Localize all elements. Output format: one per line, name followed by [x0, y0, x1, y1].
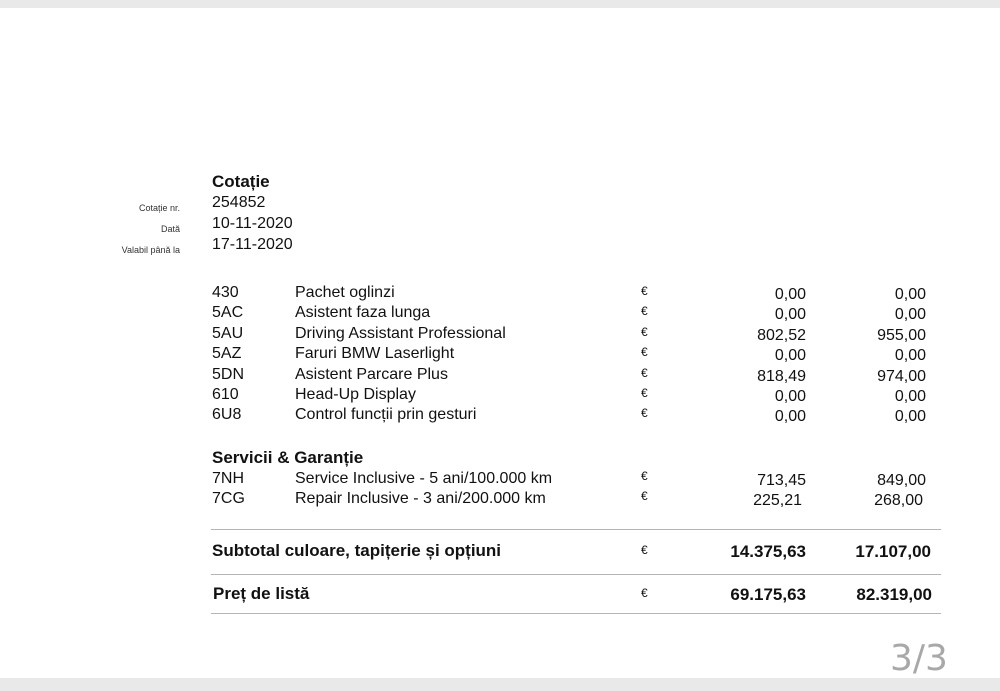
- quote-valid-label: Valabil până la: [121, 245, 180, 255]
- option-net-price: 0,00: [774, 347, 806, 364]
- currency-symbol: €: [641, 489, 648, 503]
- currency-symbol: €: [641, 366, 648, 380]
- option-gross-price: 974,00: [877, 368, 926, 385]
- option-description: Faruri BMW Laserlight: [295, 345, 455, 362]
- subtotal-net: 14.375,63: [730, 542, 806, 561]
- option-gross-price: 0,00: [894, 306, 926, 323]
- option-description: Asistent Parcare Plus: [295, 366, 448, 383]
- list-price-net: 69.175,63: [730, 585, 806, 604]
- option-gross-price: 0,00: [894, 286, 926, 303]
- option-net-price: 802,52: [757, 327, 806, 344]
- option-net-price: 0,00: [774, 408, 806, 425]
- option-net-price: 0,00: [774, 286, 806, 303]
- quote-date: 10-11-2020: [212, 215, 293, 232]
- currency-symbol: €: [641, 386, 648, 400]
- service-code: 7CG: [212, 490, 245, 507]
- currency-symbol: €: [641, 406, 648, 420]
- option-code: 5AZ: [212, 345, 242, 362]
- currency-symbol: €: [641, 304, 648, 318]
- option-description: Asistent faza lunga: [295, 304, 431, 321]
- page-indicator: 3/3: [890, 638, 948, 679]
- quote-date-label: Dată: [160, 224, 180, 234]
- document-page: [0, 8, 1000, 678]
- services-section-title: Servicii & Garanție: [212, 448, 364, 467]
- service-gross-price: 849,00: [877, 472, 926, 489]
- list-price-label: Preț de listă: [213, 584, 310, 603]
- service-description: Repair Inclusive - 3 ani/200.000 km: [295, 490, 546, 507]
- currency-symbol: €: [641, 284, 648, 298]
- quote-valid-until: 17-11-2020: [212, 236, 293, 253]
- quote-title: Cotație: [212, 172, 270, 191]
- option-code: 5AC: [212, 304, 244, 321]
- quote-number-label: Cotație nr.: [138, 203, 180, 213]
- service-description: Service Inclusive - 5 ani/100.000 km: [295, 470, 553, 487]
- option-code: 610: [212, 386, 239, 403]
- currency-symbol: €: [641, 469, 648, 483]
- option-gross-price: 0,00: [894, 388, 926, 405]
- quote-number: 254852: [212, 194, 266, 211]
- option-gross-price: 0,00: [894, 408, 926, 425]
- option-net-price: 0,00: [774, 306, 806, 323]
- list-price-gross: 82.319,00: [856, 585, 932, 604]
- currency-symbol: €: [641, 586, 648, 600]
- divider-line: [211, 529, 941, 530]
- currency-symbol: €: [641, 325, 648, 339]
- option-code: 6U8: [212, 406, 242, 423]
- option-code: 5DN: [212, 366, 245, 383]
- option-description: Pachet oglinzi: [295, 284, 395, 301]
- option-net-price: 818,49: [757, 368, 806, 385]
- option-description: Head-Up Display: [295, 386, 416, 403]
- service-net-price: 225,21: [753, 492, 802, 509]
- option-net-price: 0,00: [774, 388, 806, 405]
- option-gross-price: 955,00: [877, 327, 926, 344]
- currency-symbol: €: [641, 345, 648, 359]
- option-code: 430: [212, 284, 239, 301]
- service-net-price: 713,45: [757, 472, 806, 489]
- option-description: Driving Assistant Professional: [295, 325, 506, 342]
- service-code: 7NH: [212, 470, 245, 487]
- divider-line: [211, 613, 941, 614]
- option-description: Control funcții prin gesturi: [295, 406, 477, 423]
- subtotal-label: Subtotal culoare, tapițerie și opțiuni: [212, 541, 502, 560]
- option-code: 5AU: [212, 325, 244, 342]
- currency-symbol: €: [641, 543, 648, 557]
- subtotal-gross: 17.107,00: [855, 542, 931, 561]
- option-gross-price: 0,00: [894, 347, 926, 364]
- divider-line: [211, 574, 941, 575]
- service-gross-price: 268,00: [874, 492, 923, 509]
